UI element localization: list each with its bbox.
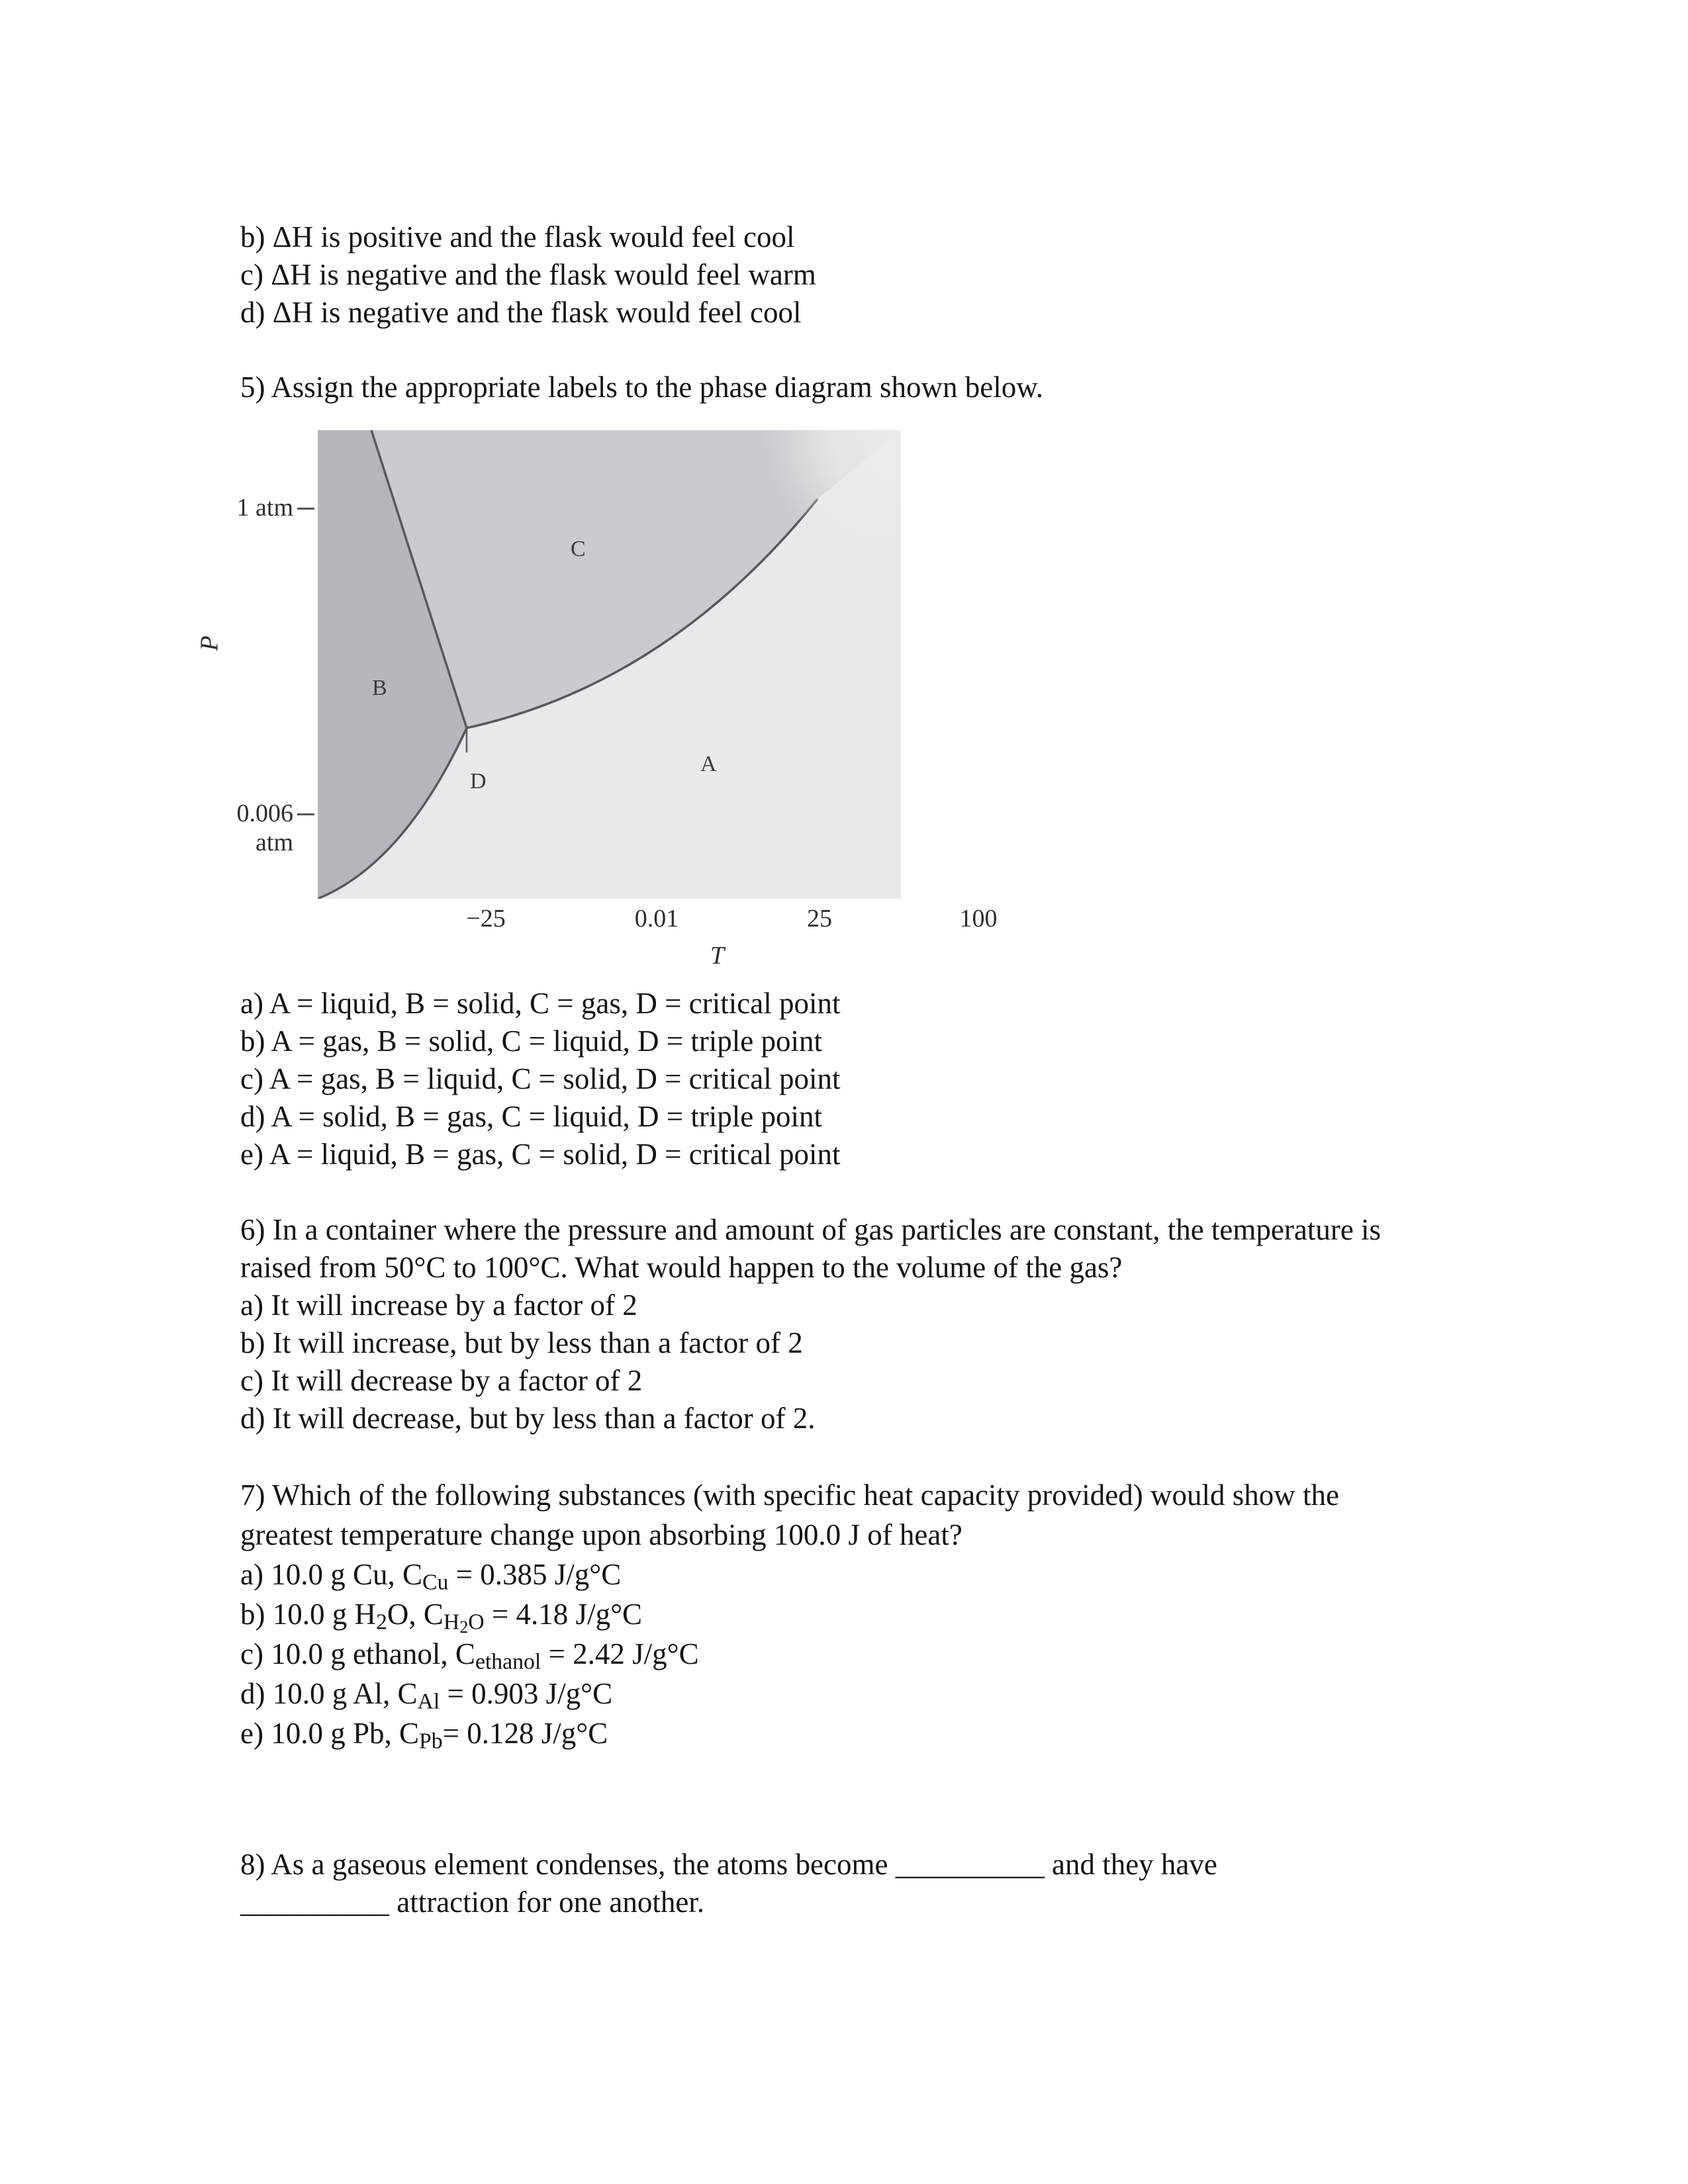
phase-diagram-svg — [318, 430, 901, 899]
answer-option: d) 10.0 g Al, CAl = 0.903 J/g°C — [240, 1677, 613, 1714]
question-4-options — [240, 218, 1564, 332]
question-7 — [240, 1475, 1564, 1753]
triple-point-label: D — [470, 769, 487, 794]
page-content — [195, 218, 1564, 1921]
answer-option: d) A = solid, B = gas, C = liquid, D = triple point — [240, 1100, 823, 1133]
answer-option: d) It will decrease, but by less than a factor of 2. — [240, 1402, 816, 1435]
x-tick-25: 25 — [807, 905, 832, 933]
answer-option: d) ΔH is negative and the flask would feel cool — [240, 296, 802, 329]
gas-region-label: A — [700, 752, 717, 776]
x-axis-label: T — [710, 942, 725, 970]
question-8 — [240, 1846, 1564, 1921]
x-tick-minus25: −25 — [466, 905, 506, 933]
answer-option: a) A = liquid, B = solid, C = gas, D = critical point — [240, 987, 841, 1020]
answer-option: c) It will decrease by a factor of 2 — [240, 1364, 643, 1397]
answer-option: c) 10.0 g ethanol, Cethanol = 2.42 J/g°C — [240, 1637, 699, 1674]
answer-option: b) 10.0 g H2O, $CH_2O = 4.18$ J/g°C — [240, 1598, 643, 1637]
answer-option: e) A = liquid, B = gas, C = solid, D = critical point — [240, 1138, 841, 1171]
liquid-region-label: C — [571, 537, 586, 561]
solid-region-label: B — [372, 676, 387, 700]
y-tick-0006: 0.006 — [236, 799, 293, 827]
phase-diagram-figure — [195, 430, 998, 985]
question-8-line: __________ attraction for one another. — [240, 1886, 705, 1919]
answer-option: a) It will increase by a factor of 2 — [240, 1289, 637, 1322]
question-6-prompt-line: raised from 50°C to 100°C. What would happen to the volume of the gas? — [240, 1251, 1123, 1284]
question-8-line: 8) As a gaseous element condenses, the atoms become __________ and they have — [240, 1848, 1217, 1881]
x-tick-001: 0.01 — [634, 905, 679, 933]
answer-option: b) It will increase, but by less than a factor of 2 — [240, 1326, 803, 1359]
answer-option: b) ΔH is positive and the flask would feel cool — [240, 220, 795, 253]
question-5-options — [240, 985, 1564, 1173]
question-7-prompt-line: 7) Which of the following substances (with specific heat capacity provided) would show the — [240, 1479, 1339, 1512]
question-6-prompt-line: 6) In a container where the pressure and amount of gas particles are constant, the temperature is — [240, 1213, 1382, 1246]
question-6 — [240, 1211, 1564, 1437]
y-tick-mark — [297, 508, 314, 510]
phase-diagram-plot — [318, 430, 901, 899]
y-tick-0006-unit: atm — [256, 829, 293, 856]
supercritical-fade — [755, 430, 901, 576]
y-tick-mark — [297, 813, 314, 815]
y-tick-1atm: 1 atm — [236, 494, 293, 522]
y-axis-label: P — [195, 635, 224, 651]
question-7-prompt-line: greatest temperature change upon absorbing 100.0 J of heat? — [240, 1518, 962, 1551]
answer-option: c) A = gas, B = liquid, C = solid, D = critical point — [240, 1062, 841, 1095]
answer-option: c) ΔH is negative and the flask would feel warm — [240, 258, 816, 291]
answer-option: e) 10.0 g Pb, CPb= 0.128 J/g°C — [240, 1717, 608, 1754]
question-5-prompt: 5) Assign the appropriate labels to the phase diagram shown below. — [240, 371, 1044, 404]
answer-option: a) 10.0 g Cu, CCu = 0.385 J/g°C — [240, 1558, 622, 1595]
x-tick-100: 100 — [959, 905, 998, 933]
answer-option: b) A = gas, B = solid, C = liquid, D = triple point — [240, 1024, 823, 1058]
